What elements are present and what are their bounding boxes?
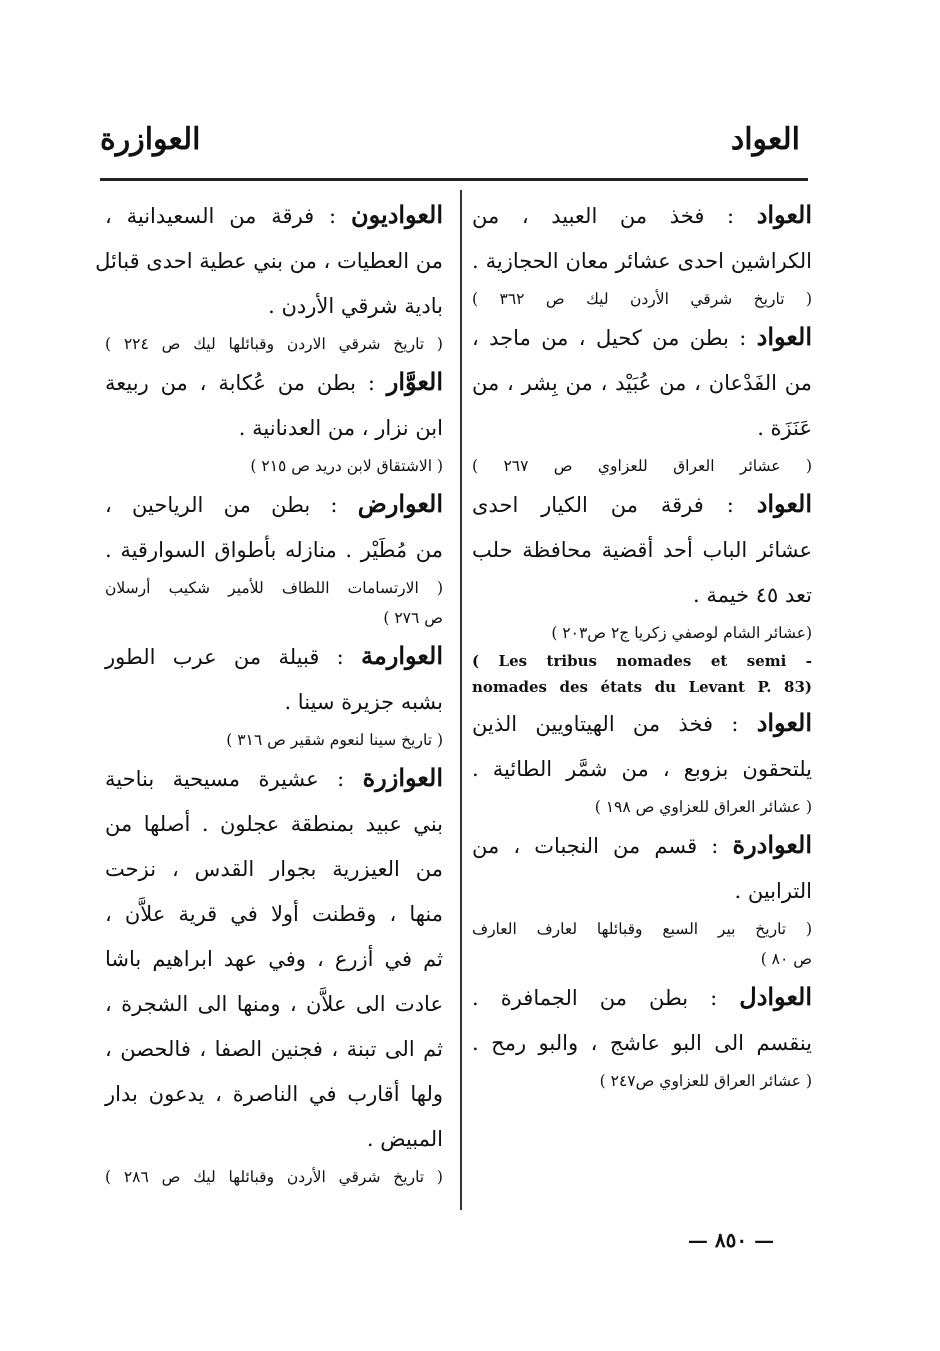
entry-heading: العوَّار — [386, 367, 443, 396]
entry-text: : عشيرة مسيحية بناحية — [105, 767, 345, 791]
entry-reference: ( عشائر العراق للعزاوي ص٢٤٧ ) — [599, 1072, 812, 1090]
entry-line: بشبه جزيرة سينا . — [284, 690, 443, 714]
entry-line — [105, 755, 443, 802]
entry-reference: ( تاريخ شرقي الأردن وقبائلها ليك ص ٢٨٦ ) — [105, 1168, 443, 1186]
entry-line: ينقسم الى البو عاشج ، والبو رمح . — [472, 1031, 812, 1055]
entry-text: : بطن من الرياحين ، — [105, 493, 338, 517]
entry-reference: ( تاريخ سينا لنعوم شقير ص ٣١٦ ) — [226, 731, 443, 749]
entry-line: بني عبيد بمنطقة عجلون . أصلها من — [105, 812, 443, 836]
entry-reference: ( الاشتقاق لابن دريد ص ٢١٥ ) — [250, 457, 443, 475]
entry-line — [105, 359, 443, 406]
entry-line — [472, 974, 812, 1021]
right-column — [472, 192, 812, 1096]
header-right-title: العواد — [730, 122, 800, 157]
entry-line: ولها أقارب في الناصرة ، يدعون بدار — [105, 1082, 443, 1106]
column-divider — [460, 190, 462, 1210]
entry-line: ثم في أزرع ، وفي عهد ابراهيم باشا — [105, 947, 443, 971]
entry-reference: ص ٨٠ ) — [760, 950, 812, 968]
entry-line — [472, 822, 812, 869]
entry-heading: العوادل — [739, 982, 812, 1011]
entry-line: الكراشين احدى عشائر معان الحجازية . — [472, 249, 812, 273]
entry-line — [105, 633, 443, 680]
entry-line: ثم الى تبنة ، فجنين الصفا ، فالحصن ، — [105, 1037, 443, 1061]
entry-line: تعد ٤٥ خيمة . — [693, 583, 812, 607]
entry-al-awadil — [472, 974, 812, 1096]
entry-line — [105, 481, 443, 528]
entry-heading: العواد — [756, 200, 812, 229]
entry-text: : فخذ من العبيد ، من — [472, 204, 735, 228]
entry-al-awwadiyun — [95, 192, 443, 359]
entry-al-awwad-4 — [472, 700, 812, 822]
entry-heading: العواد — [756, 708, 812, 737]
entry-al-awazira — [105, 755, 443, 1192]
entry-line: المبيض . — [366, 1127, 443, 1151]
entry-line: عشائر الباب أحد أقضية محافظة حلب — [472, 538, 812, 562]
entry-reference: ( تاريخ بير السبع وقبائلها لعارف العارف — [472, 920, 812, 938]
header-left-title: العوازرة — [100, 122, 201, 157]
entry-reference: ص ٢٧٦ ) — [383, 609, 443, 627]
entry-heading: العواديون — [350, 200, 443, 229]
entry-al-awwad-1 — [472, 192, 812, 314]
entry-text: : قسم من النجبات ، من — [472, 834, 719, 858]
entry-line: من مُطَيْر . منازله بأطواق السوارقية . — [105, 538, 443, 562]
entry-reference: ( عشائر العراق للعزاوي ص ٢٦٧ ) — [472, 457, 812, 475]
entry-latin-reference: ( Les tribus nomades et semi - — [472, 652, 812, 670]
entry-line — [105, 192, 443, 239]
entry-line: عَنَزَة . — [757, 416, 812, 440]
entry-reference: ( تاريخ شرقي الاردن وقبائلها ليك ص ٢٢٤ ) — [105, 335, 443, 353]
entry-text: : فخذ من الهيتاويين الذين — [472, 712, 739, 736]
entry-line — [472, 314, 812, 361]
left-column — [95, 192, 443, 1192]
header-rule — [100, 178, 808, 181]
entry-al-awarima — [105, 633, 443, 755]
entry-line: الترابين . — [734, 879, 812, 903]
entry-latin-reference: nomades des états du Levant P. 83) — [472, 678, 812, 696]
entry-line: من الفَدْعان ، من عُبَيْد ، من بِشر ، من — [472, 371, 812, 395]
entry-al-awwad-3 — [472, 481, 812, 700]
entry-line — [472, 481, 812, 528]
entry-line: عادت الى علاَّن ، ومنها الى الشجرة ، — [105, 992, 443, 1016]
entry-heading: العواد — [756, 322, 812, 351]
entry-text: : بطن من كحيل ، من ماجد ، — [472, 326, 747, 350]
entry-line — [472, 192, 812, 239]
entry-line: من العطيات ، من بني عطية احدى قبائل — [95, 249, 443, 273]
entry-line: يلتحقون بزوبع ، من شمَّر الطائية . — [472, 757, 812, 781]
page-number: — ٨٥٠ — — [687, 1228, 775, 1252]
entry-heading: العوارمة — [361, 641, 443, 670]
entry-line: بادية شرقي الأردن . — [268, 294, 443, 318]
entry-reference: ( الارتسامات اللطاف للأمير شكيب أرسلان — [105, 579, 443, 597]
entry-heading: العوازرة — [362, 763, 443, 792]
entry-line — [472, 700, 812, 747]
page-header — [100, 118, 812, 168]
entry-text: : بطن من عُكابة ، من ربيعة — [105, 371, 375, 395]
entry-al-awarid — [105, 481, 443, 633]
entry-line: منها ، وقطنت أولا في قرية علاَّن ، — [105, 902, 443, 926]
entry-heading: العوادرة — [732, 830, 812, 859]
entry-text: : فرقة من السعيدانية ، — [105, 204, 337, 228]
entry-reference: (عشائر الشام لوصفي زكريا ج٢ ص٢٠٣ ) — [551, 624, 812, 642]
entry-heading: العواد — [756, 489, 812, 518]
entry-al-awwar — [105, 359, 443, 481]
entry-heading: العوارض — [357, 489, 443, 518]
entry-reference: ( عشائر العراق للعزاوي ص ١٩٨ ) — [594, 798, 812, 816]
entry-text: : بطن من الجمافرة . — [472, 986, 718, 1010]
entry-line: ابن نزار ، من العدنانية . — [238, 416, 443, 440]
entry-text: : قبيلة من عرب الطور — [105, 645, 344, 669]
entry-al-awwad-2 — [472, 314, 812, 481]
entry-text: : فرقة من الكيار احدى — [472, 493, 734, 517]
entry-reference: ( تاريخ شرقي الأردن ليك ص ٣٦٢ ) — [472, 290, 813, 308]
entry-line: من العيزرية بجوار القدس ، نزحت — [105, 857, 443, 881]
entry-al-awadira — [472, 822, 812, 974]
